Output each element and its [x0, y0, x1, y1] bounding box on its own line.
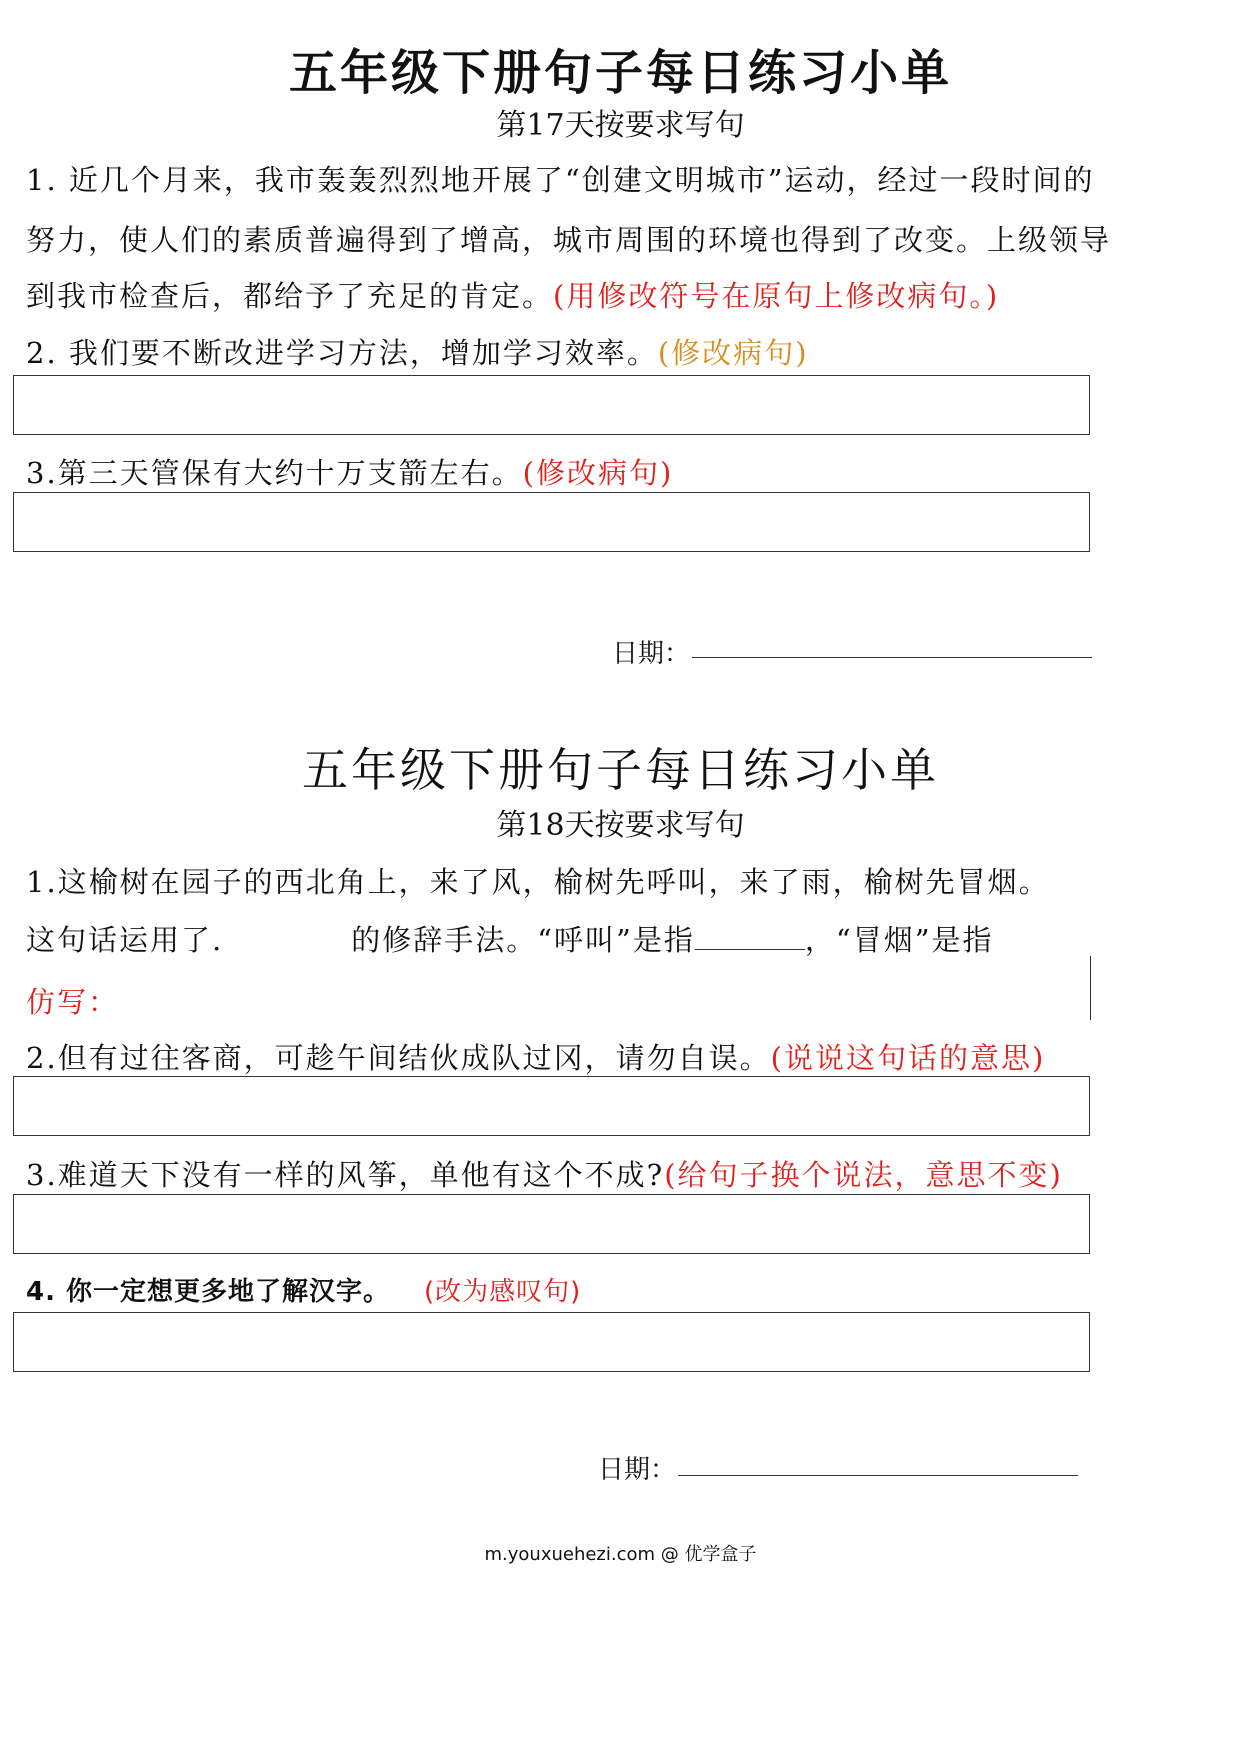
sheet2-q3-text: 3.难道天下没有一样的风筝，单他有这个不成?: [26, 1158, 665, 1192]
sheet2-q2-instruction: (说说这句话的意思): [770, 1041, 1046, 1075]
sheet2-q1-line1: 1.这榆树在园子的西北角上，来了风，榆树先呼叫，来了雨，榆树先冒烟。: [26, 865, 1050, 899]
sheet2-q1-blank-1[interactable]: [223, 921, 351, 950]
sheet2-subtitle: 第18天按要求写句: [496, 808, 745, 843]
sheet2-q4-answer-box[interactable]: [13, 1312, 1090, 1372]
sheet1-q2-text: 2. 我们要不断改进学习方法，增加学习效率。: [26, 336, 658, 370]
sheet2-q1-text-b: 的修辞手法。“呼叫”是指: [351, 923, 695, 957]
sheet2-q1-text-c: ，“冒烟”是指: [804, 923, 994, 957]
sheet2-q3-answer-box[interactable]: [13, 1194, 1090, 1254]
sheet1-title: 五年级下册句子每日练习小单: [288, 45, 952, 101]
sheet2-q4-instruction: (改为感叹句): [424, 1277, 582, 1307]
sheet1-q3: [26, 451, 673, 492]
sheet2-q1-text-a: 这句话运用了.: [26, 923, 224, 957]
sheet2-q1-line2: [26, 918, 994, 959]
sheet1-date-label: 日期：: [612, 639, 691, 669]
sheet2-q4: [26, 1271, 581, 1308]
sheet2-q2-text: 2.但有过往客商，可趁午间结伙成队过冈，请勿自误。: [26, 1041, 771, 1075]
sheet1-q2-instruction: (修改病句): [657, 336, 809, 370]
sheet1-q1-instruction: (用修改符号在原句上修改病句。): [553, 279, 1000, 313]
sheet1-q3-instruction: (修改病句): [522, 456, 674, 490]
sheet1-q1-text: 到我市检查后，都给予了充足的肯定。: [26, 279, 554, 313]
sheet2-q4-text: 4. 你一定想更多地了解汉字。: [26, 1277, 391, 1307]
sheet2-q3-instruction: (给句子换个说法，意思不变): [664, 1158, 1063, 1192]
sheet1-q3-text: 3.第三天管保有大约十万支箭左右。: [26, 456, 523, 490]
sheet1-q1-line2: 努力，使人们的素质普遍得到了增高，城市周围的环境也得到了改变。上级领导: [26, 223, 1112, 257]
sheet2-q2-answer-box[interactable]: [13, 1076, 1090, 1136]
sheet1-q3-answer-box[interactable]: [13, 492, 1090, 552]
sheet2-title: 五年级下册句子每日练习小单: [302, 743, 939, 797]
sheet2-date-line[interactable]: [678, 1475, 1078, 1476]
sheet1-q2: [26, 331, 809, 372]
sheet2-date-label: 日期：: [598, 1455, 677, 1485]
footer-watermark: m.youxuehezi.com @ 优学盒子: [484, 1544, 757, 1565]
sheet1-q1-line3: [26, 274, 999, 315]
sheet2-q2: [26, 1036, 1045, 1077]
sheet2-q1-margin-line: [1090, 956, 1091, 1020]
sheet2-q1-blank-2[interactable]: [695, 921, 805, 950]
sheet1-date-line[interactable]: [692, 657, 1092, 658]
sheet1-q2-answer-box[interactable]: [13, 375, 1090, 435]
sheet2-q3: [26, 1153, 1063, 1194]
sheet1-q1-line1: 1. 近几个月来，我市轰轰烈烈地开展了“创建文明城市”运动，经过一段时间的: [26, 163, 1095, 197]
sheet2-q1-instruction: 仿写：: [26, 985, 120, 1019]
sheet1-subtitle: 第17天按要求写句: [496, 108, 745, 143]
